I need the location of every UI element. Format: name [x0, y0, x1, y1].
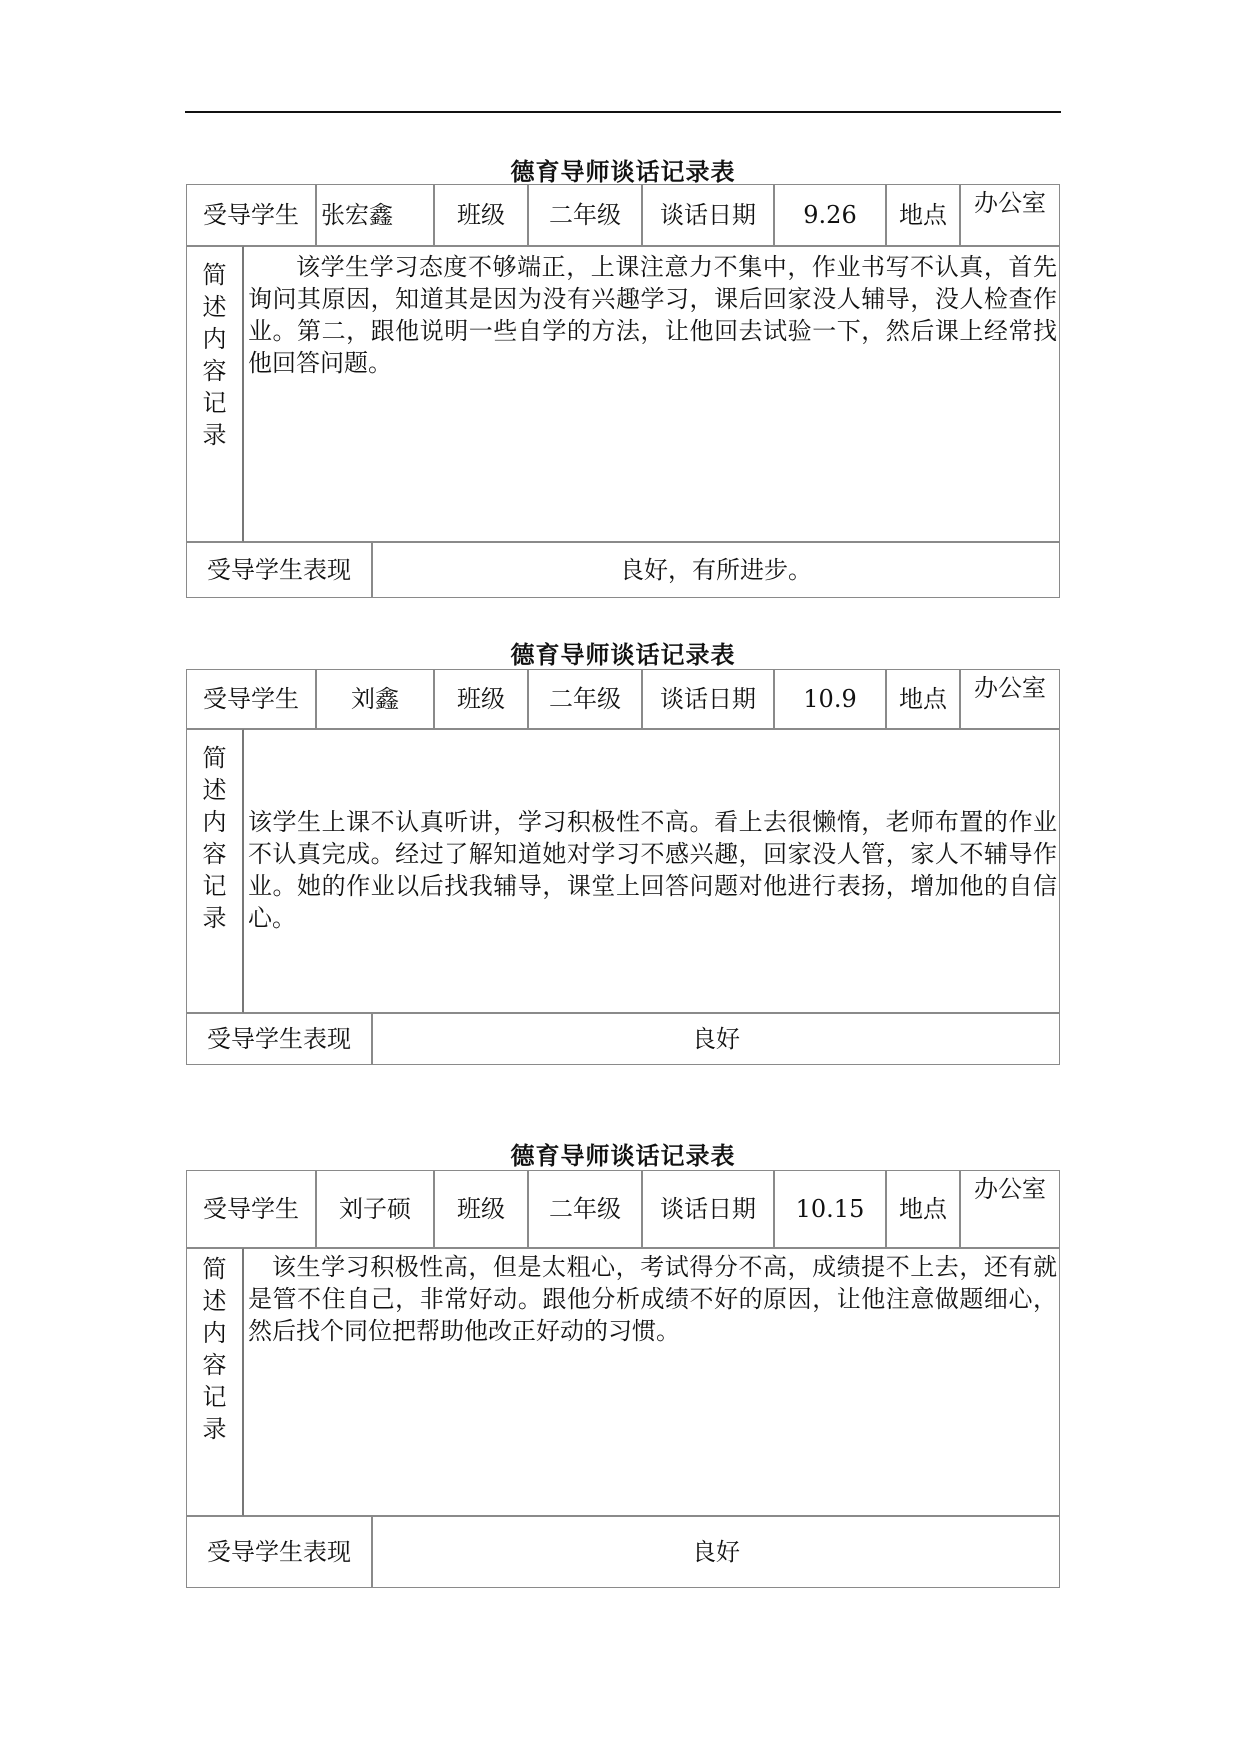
summary-label-char: 记	[202, 872, 227, 900]
place-label: 地点	[886, 1170, 960, 1248]
record-title: 德育导师谈话记录表	[510, 1141, 736, 1170]
summary-label-char: 述	[202, 293, 227, 321]
summary-label-char: 容	[202, 1351, 227, 1379]
class-value: 二年级	[528, 184, 642, 246]
date-value: 10.9	[774, 669, 886, 729]
summary-label-char: 简	[202, 1255, 227, 1283]
student-label: 受导学生	[186, 184, 316, 246]
performance-label: 受导学生表现	[186, 542, 372, 598]
performance-value: 良好	[372, 1516, 1060, 1588]
info-row	[186, 669, 1060, 729]
summary-label-char: 容	[202, 840, 227, 868]
summary-label-char: 内	[202, 808, 227, 836]
place-value: 办公室	[960, 1170, 1060, 1248]
student-label: 受导学生	[186, 669, 316, 729]
summary-label	[186, 1248, 244, 1516]
record-title: 德育导师谈话记录表	[510, 640, 736, 669]
summary-label-char: 内	[202, 1319, 227, 1347]
performance-row	[186, 1013, 1060, 1065]
student-label: 受导学生	[186, 1170, 316, 1248]
class-label: 班级	[434, 1170, 528, 1248]
place-value: 办公室	[960, 669, 1060, 729]
summary-label-char: 录	[202, 421, 227, 449]
class-label: 班级	[434, 669, 528, 729]
date-label: 谈话日期	[642, 669, 774, 729]
header-rule	[185, 111, 1061, 113]
student-name: 张宏鑫	[316, 184, 434, 246]
performance-value: 良好	[372, 1013, 1060, 1065]
summary-label	[186, 729, 244, 1013]
performance-row	[186, 1516, 1060, 1588]
summary-label-char: 述	[202, 776, 227, 804]
place-label: 地点	[886, 184, 960, 246]
place-value: 办公室	[960, 184, 1060, 246]
summary-text: 该生学习积极性高，但是太粗心，考试得分不高，成绩提不上去，还有就是管不住自己，非常好动。跟他分析成绩不好的原因，让他注意做题细心，然后找个同位把帮助他改正好动的习惯。	[244, 1248, 1060, 1516]
summary-label-char: 记	[202, 389, 227, 417]
summary-label-char: 内	[202, 325, 227, 353]
class-value: 二年级	[528, 669, 642, 729]
place-label: 地点	[886, 669, 960, 729]
date-label: 谈话日期	[642, 184, 774, 246]
summary-label-char: 录	[202, 904, 227, 932]
student-name: 刘子硕	[316, 1170, 434, 1248]
student-name: 刘鑫	[316, 669, 434, 729]
summary-label-char: 记	[202, 1383, 227, 1411]
performance-label: 受导学生表现	[186, 1013, 372, 1065]
summary-text: 该学生学习态度不够端正，上课注意力不集中，作业书写不认真，首先询问其原因，知道其是因为没有兴趣学习，课后回家没人辅导，没人检查作业。第二，跟他说明一些自学的方法，让他回去试验一下，然后课上经常找他回答问题。	[244, 246, 1060, 542]
summary-label-char: 容	[202, 357, 227, 385]
summary-label	[186, 246, 244, 542]
summary-label-char: 简	[202, 261, 227, 289]
summary-text: 该学生上课不认真听讲，学习积极性不高。看上去很懒惰，老师布置的作业不认真完成。经过了解知道她对学习不感兴趣，回家没人管，家人不辅导作业。她的作业以后找我辅导，课堂上回答问题对他进行表扬，增加他的自信心。	[244, 729, 1060, 1013]
date-value: 9.26	[774, 184, 886, 246]
performance-label: 受导学生表现	[186, 1516, 372, 1588]
class-label: 班级	[434, 184, 528, 246]
summary-label-char: 简	[202, 744, 227, 772]
summary-label-char: 录	[202, 1415, 227, 1443]
record-title: 德育导师谈话记录表	[510, 157, 736, 186]
date-label: 谈话日期	[642, 1170, 774, 1248]
class-value: 二年级	[528, 1170, 642, 1248]
summary-row	[186, 1248, 1060, 1516]
date-value: 10.15	[774, 1170, 886, 1248]
performance-value: 良好，有所进步。	[372, 542, 1060, 598]
summary-label-char: 述	[202, 1287, 227, 1315]
performance-row	[186, 542, 1060, 598]
info-row	[186, 184, 1060, 246]
info-row	[186, 1170, 1060, 1248]
summary-row	[186, 246, 1060, 542]
summary-row	[186, 729, 1060, 1013]
